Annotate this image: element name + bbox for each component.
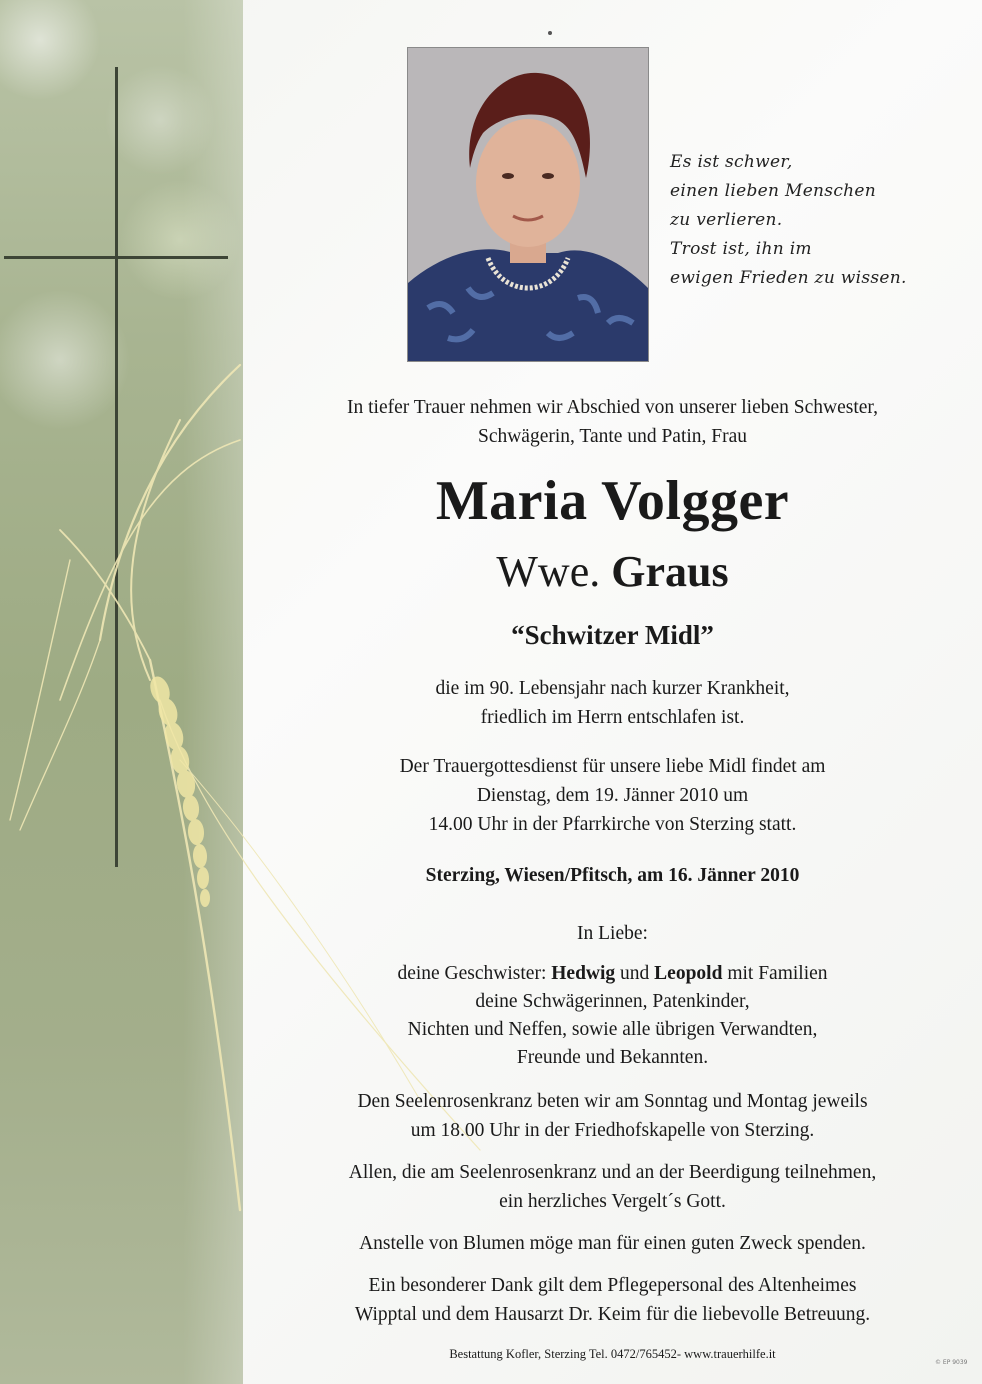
intro-line: Schwägerin, Tante und Patin, Frau (477, 426, 748, 447)
rosary-info (243, 1087, 982, 1145)
intro-line: In tiefer Trauer nehmen wir Abschied von unserer lieben Schwester, (347, 397, 878, 418)
quote-line: zu verlieren. (670, 210, 783, 230)
place-and-date: Sterzing, Wiesen/Pfitsch, am 16. Jänner 2010 (425, 865, 800, 886)
quote-line: einen lieben Menschen (670, 181, 877, 201)
death-notice-line: die im 90. Lebensjahr nach kurzer Krankheit, (435, 678, 790, 699)
rosary-line: um 18.00 Uhr in der Friedhofskapelle von Sterzing. (410, 1120, 815, 1141)
sibling-name: Leopold (654, 963, 723, 984)
portrait-photo (407, 47, 649, 362)
widow-surname: Graus (611, 547, 729, 596)
cross-vertical-beam (115, 67, 118, 867)
service-line: Dienstag, dem 19. Jänner 2010 um (476, 785, 749, 806)
death-notice-line: friedlich im Herrn entschlafen ist. (480, 707, 745, 728)
quote-line: Trost ist, ihn im (670, 239, 812, 259)
quote-line: Es ist schwer, (670, 152, 793, 172)
thanks-line: ein herzliches Vergelt´s Gott. (499, 1191, 726, 1212)
quote-line: ewigen Frieden zu wissen. (670, 268, 907, 288)
special-thanks (243, 1271, 982, 1329)
decorative-background-panel (0, 0, 243, 1384)
funeral-home-footer: Bestattung Kofler, Sterzing Tel. 0472/765452- www.trauerhilfe.it (449, 1347, 776, 1361)
family-line: Nichten und Neffen, sowie alle übrigen Verwandten, (407, 1019, 818, 1040)
nickname: “Schwitzer Midl” (511, 620, 714, 650)
special-thanks-line: Wipptal und dem Hausarzt Dr. Keim für die liebevolle Betreuung. (354, 1304, 871, 1325)
family-line: Freunde und Bekannten. (516, 1047, 709, 1068)
decorative-dot (548, 31, 552, 35)
sibling-name: Hedwig (551, 963, 616, 984)
service-line: Der Trauergottesdienst für unsere liebe Midl findet am (399, 756, 826, 777)
rosary-line: Den Seelenrosenkranz beten wir am Sonntag und Montag jeweils (357, 1091, 868, 1112)
family-line (243, 960, 982, 988)
widow-prefix: Wwe. (496, 547, 601, 596)
deceased-name: Maria Volgger (435, 470, 790, 532)
family-text: mit Familien (722, 963, 828, 984)
memorial-quote (670, 148, 970, 293)
family-line: deine Schwägerinnen, Patenkinder, (475, 991, 750, 1012)
death-notice (243, 674, 982, 732)
thanks-line: Allen, die am Seelenrosenkranz und an der Beerdigung teilnehmen, (348, 1162, 877, 1183)
in-love-heading: In Liebe: (577, 923, 648, 944)
attendance-thanks (243, 1158, 982, 1216)
family-text: und (615, 963, 655, 984)
flowers-note: Anstelle von Blumen möge man für einen guten Zweck spenden. (359, 1233, 866, 1254)
service-line: 14.00 Uhr in der Pfarrkirche von Sterzing statt. (428, 814, 797, 835)
cross-horizontal-beam (4, 256, 228, 259)
special-thanks-line: Ein besonderer Dank gilt dem Pflegepersonal des Altenheimes (368, 1275, 857, 1296)
family-text: deine Geschwister: (397, 963, 552, 984)
funeral-service-info (243, 752, 982, 839)
intro-text (243, 393, 982, 451)
copyright-mark: © EP 9039 (935, 1359, 968, 1366)
widow-name (243, 543, 982, 601)
family-list (243, 960, 982, 1072)
